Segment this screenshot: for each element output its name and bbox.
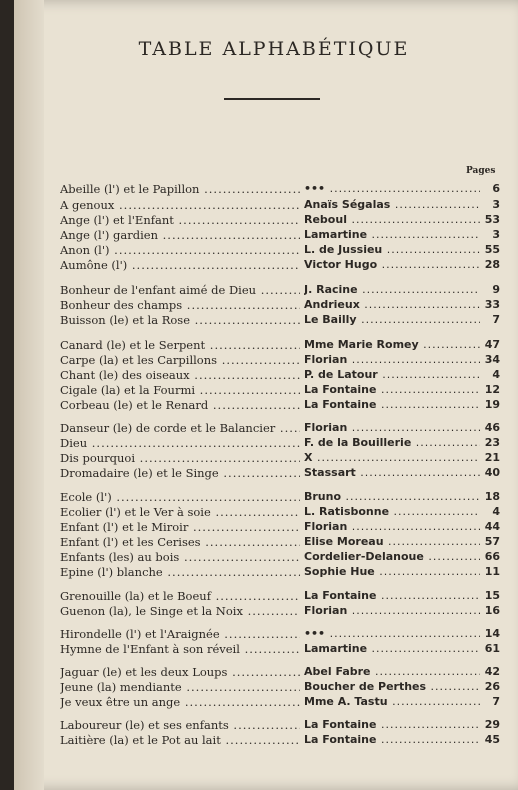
index-row [60, 718, 500, 733]
index-row [60, 258, 500, 273]
entry-page: 12 [484, 383, 500, 396]
entry-title: Buisson (le) et la Rose ..... [60, 313, 300, 327]
index-row [60, 490, 500, 505]
index-row [60, 604, 500, 619]
entry-page: 29 [484, 718, 500, 731]
entry-author: Bruno ..... [304, 490, 480, 503]
index-row [60, 589, 500, 604]
index-row [60, 353, 500, 368]
entry-title: Je veux être un ange ..... [60, 695, 300, 709]
entry-title: Aumône (l') ..... [60, 258, 300, 272]
index-row [60, 368, 500, 383]
entry-author: X ..... [304, 451, 480, 464]
entry-author: Florian ..... [304, 421, 480, 434]
index-row [60, 733, 500, 748]
index-row [60, 642, 500, 657]
entry-page: 4 [492, 368, 500, 381]
entry-title: Laboureur (le) et ses enfants ..... [60, 718, 300, 732]
entry-title: Guenon (la), le Singe et la Noix ..... [60, 604, 300, 618]
index-row [60, 198, 500, 213]
index-row [60, 338, 500, 353]
entry-title: Enfant (l') et les Cerises ..... [60, 535, 300, 549]
entry-author: La Fontaine ..... [304, 383, 480, 396]
book-page [14, 0, 518, 790]
entry-page: 16 [484, 604, 500, 617]
entry-author: Mme Marie Romey ..... [304, 338, 480, 351]
index-row [60, 313, 500, 328]
entry-author: La Fontaine ..... [304, 589, 480, 602]
index-row [60, 505, 500, 520]
index-row [60, 695, 500, 710]
entry-title: Hymne de l'Enfant à son réveil ..... [60, 642, 300, 656]
index-row [60, 243, 500, 258]
entry-page: 66 [484, 550, 500, 563]
entry-author: Elise Moreau ..... [304, 535, 480, 548]
entry-author: La Fontaine ..... [304, 718, 480, 731]
entry-page: 34 [484, 353, 500, 366]
entry-title: Dromadaire (le) et le Singe ..... [60, 466, 300, 480]
entry-page: 14 [484, 627, 500, 640]
entry-author: Lamartine ..... [304, 228, 480, 241]
index-row [60, 550, 500, 565]
index-row [60, 627, 500, 642]
entry-page: 19 [484, 398, 500, 411]
entry-page: 4 [492, 505, 500, 518]
entry-title: Chant (le) des oiseaux ..... [60, 368, 300, 382]
index-row [60, 466, 500, 481]
entry-title: Hirondelle (l') et l'Araignée ..... [60, 627, 300, 641]
index-row [60, 398, 500, 413]
index-row [60, 228, 500, 243]
entry-page: 40 [484, 466, 500, 479]
entry-page: 44 [484, 520, 500, 533]
entry-page: 45 [484, 733, 500, 746]
entry-title: Enfants (les) au bois ..... [60, 550, 300, 564]
entry-title: Jaguar (le) et les deux Loups ..... [60, 665, 300, 679]
entry-author: ••• ..... [304, 627, 480, 640]
entry-author: Abel Fabre ..... [304, 665, 480, 678]
title-rule [224, 98, 320, 100]
entry-author: Lamartine ..... [304, 642, 480, 655]
entry-page: 28 [484, 258, 500, 271]
entry-author: L. de Jussieu ..... [304, 243, 480, 256]
entry-author: ••• ..... [304, 182, 480, 195]
entry-title: Anon (l') ..... [60, 243, 300, 257]
entry-author: F. de la Bouillerie ..... [304, 436, 480, 449]
entry-page: 26 [484, 680, 500, 693]
index-row [60, 421, 500, 436]
index-row [60, 451, 500, 466]
page-title: TABLE ALPHABÉTIQUE [138, 38, 410, 60]
entry-title: Canard (le) et le Serpent ..... [60, 338, 300, 352]
entry-page: 57 [484, 535, 500, 548]
index-row [60, 182, 500, 197]
entry-title: Jeune (la) mendiante ..... [60, 680, 300, 694]
entry-title: Dis pourquoi ..... [60, 451, 300, 465]
entry-title: Carpe (la) et les Carpillons ..... [60, 353, 300, 367]
entry-author: Boucher de Perthes ..... [304, 680, 480, 693]
index-row [60, 565, 500, 580]
entry-author: Florian ..... [304, 520, 480, 533]
entry-page: 3 [492, 198, 500, 211]
entry-title: Danseur (le) de corde et le Balancier ..... [60, 421, 300, 435]
entry-page: 33 [484, 298, 500, 311]
entry-page: 7 [492, 695, 500, 708]
index-row [60, 383, 500, 398]
entry-author: La Fontaine ..... [304, 398, 480, 411]
pages-column-header: Pages [466, 166, 496, 176]
entry-page: 21 [484, 451, 500, 464]
entry-page: 9 [492, 283, 500, 296]
entry-page: 15 [484, 589, 500, 602]
entry-title: Ecolier (l') et le Ver à soie ..... [60, 505, 300, 519]
entry-author: J. Racine ..... [304, 283, 480, 296]
index-row [60, 520, 500, 535]
entry-page: 11 [484, 565, 500, 578]
index-row [60, 298, 500, 313]
entry-title: Cigale (la) et la Fourmi ..... [60, 383, 300, 397]
entry-page: 55 [484, 243, 500, 256]
entry-author: Reboul ..... [304, 213, 480, 226]
entry-title: Bonheur des champs ..... [60, 298, 300, 312]
entry-page: 46 [484, 421, 500, 434]
entry-page: 3 [492, 228, 500, 241]
entry-title: Bonheur de l'enfant aimé de Dieu ..... [60, 283, 300, 297]
page-gutter [14, 0, 44, 790]
index-row [60, 665, 500, 680]
entry-author: Sophie Hue ..... [304, 565, 480, 578]
entry-page: 53 [484, 213, 500, 226]
entry-page: 42 [484, 665, 500, 678]
entry-author: Florian ..... [304, 604, 480, 617]
entry-title: A genoux ..... [60, 198, 300, 212]
entry-page: 47 [484, 338, 500, 351]
index-row [60, 535, 500, 550]
entry-page: 23 [484, 436, 500, 449]
index-row [60, 680, 500, 695]
entry-author: Le Bailly ..... [304, 313, 480, 326]
entry-title: Abeille (l') et le Papillon ..... [60, 182, 300, 196]
entry-author: Mme A. Tastu ..... [304, 695, 480, 708]
entry-title: Grenouille (la) et le Boeuf ..... [60, 589, 300, 603]
entry-title: Ecole (l') ..... [60, 490, 300, 504]
entry-author: Andrieux ..... [304, 298, 480, 311]
entry-author: La Fontaine ..... [304, 733, 480, 746]
index-row [60, 283, 500, 298]
entry-author: Florian ..... [304, 353, 480, 366]
entry-title: Enfant (l') et le Miroir ..... [60, 520, 300, 534]
entry-page: 7 [492, 313, 500, 326]
entry-title: Ange (l') gardien ..... [60, 228, 300, 242]
entry-title: Ange (l') et l'Enfant ..... [60, 213, 300, 227]
entry-title: Corbeau (le) et le Renard ..... [60, 398, 300, 412]
entry-page: 6 [492, 182, 500, 195]
entry-page: 18 [484, 490, 500, 503]
entry-author: Stassart ..... [304, 466, 480, 479]
entry-page: 61 [484, 642, 500, 655]
entry-author: P. de Latour ..... [304, 368, 480, 381]
index-row [60, 213, 500, 228]
index-row [60, 436, 500, 451]
entry-author: Cordelier-Delanoue ..... [304, 550, 480, 563]
entry-author: L. Ratisbonne ..... [304, 505, 480, 518]
entry-author: Anaïs Ségalas ..... [304, 198, 480, 211]
entry-title: Dieu ..... [60, 436, 300, 450]
entry-title: Epine (l') blanche ..... [60, 565, 300, 579]
entry-title: Laitière (la) et le Pot au lait ..... [60, 733, 300, 747]
entry-author: Victor Hugo ..... [304, 258, 480, 271]
